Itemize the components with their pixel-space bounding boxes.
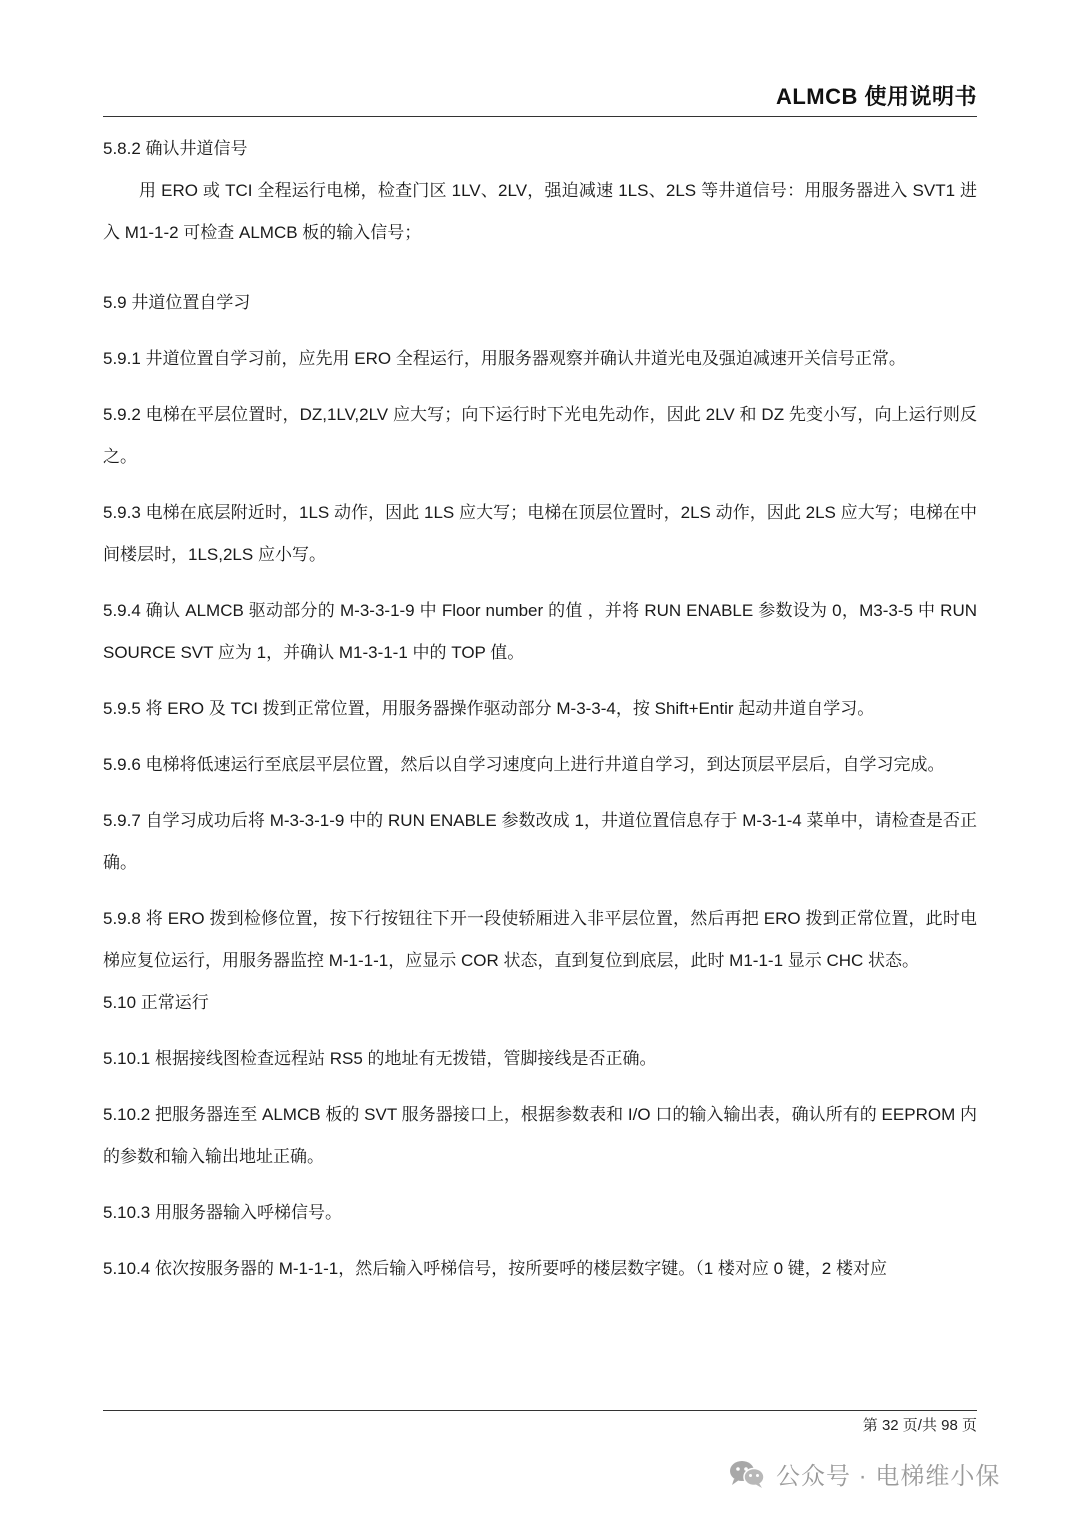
- section-5-8-2-title: 5.8.2 确认井道信号: [103, 139, 248, 158]
- section-5-10-title: 5.10 正常运行: [103, 993, 209, 1012]
- section-5-9-4: 5.9.4 确认 ALMCB 驱动部分的 M-3-3-1-9 中 Floor number 的值 ，并将 RUN ENABLE 参数设为 0，M3-3-5 中 RUN SOURCE SVT 应为 1，并确认 M1-3-1-1 中的 TOP 值。: [103, 601, 977, 662]
- section-5-9-7: 5.9.7 自学习成功后将 M-3-3-1-9 中的 RUN ENABLE 参数改成 1，井道位置信息存于 M-3-1-4 菜单中，请检查是否正确。: [103, 811, 977, 872]
- wechat-icon: [728, 1459, 766, 1489]
- section-5-9-5: 5.9.5 将 ERO 及 TCI 拨到正常位置，用服务器操作驱动部分 M-3-3-4，按 Shift+Entir 起动井道自学习。: [103, 699, 875, 718]
- section-5-10-4: 5.10.4 依次按服务器的 M-1-1-1，然后输入呼梯信号，按所要呼的楼层数字键。（1 楼对应 0 键，2 楼对应: [103, 1259, 887, 1278]
- footer-rule: [103, 1410, 977, 1411]
- section-5-8-2-text: 用 ERO 或 TCI 全程运行电梯，检查门区 1LV、2LV，强迫减速 1LS、2LS 等井道信号：用服务器进入 SVT1 进入 M1-1-2 可检查 ALMCB 板的输入信号；: [103, 181, 977, 242]
- section-5-10-3: 5.10.3 用服务器输入呼梯信号。: [103, 1203, 342, 1222]
- section-5-10-1: 5.10.1 根据接线图检查远程站 RS5 的地址有无拨错，管脚接线是否正确。: [103, 1049, 657, 1068]
- section-5-9-8: 5.9.8 将 ERO 拨到检修位置，按下行按钮往下开一段使轿厢进入非平层位置，然后再把 ERO 拨到正常位置，此时电梯应复位运行，用服务器监控 M-1-1-1，应显示 COR 状态，直到复位到底层，此时 M1-1-1 显示 CHC 状态。: [103, 909, 977, 970]
- section-5-9-2: 5.9.2 电梯在平层位置时，DZ,1LV,2LV 应大写；向下运行时下光电先动作，因此 2LV 和 DZ 先变小写，向上运行则反之。: [103, 405, 977, 466]
- header-rule: [103, 116, 977, 117]
- section-5-9-1: 5.9.1 井道位置自学习前，应先用 ERO 全程运行，用服务器观察并确认井道光电及强迫减速开关信号正常。: [103, 349, 906, 368]
- watermark-text: 公众号 · 电梯维小保: [776, 1463, 1001, 1490]
- section-5-9-3: 5.9.3 电梯在底层附近时，1LS 动作，因此 1LS 应大写；电梯在顶层位置时，2LS 动作，因此 2LS 应大写；电梯在中间楼层时，1LS,2LS 应小写。: [103, 503, 977, 564]
- section-5-10-2: 5.10.2 把服务器连至 ALMCB 板的 SVT 服务器接口上，根据参数表和 I/O 口的输入输出表，确认所有的 EEPROM 内的参数和输入输出地址正确。: [103, 1105, 977, 1166]
- document-header-title: ALMCB 使用说明书: [775, 84, 977, 109]
- page-number: 第 32 页/共 98 页: [862, 1417, 977, 1434]
- section-5-9-title: 5.9 井道位置自学习: [103, 293, 251, 312]
- watermark: [728, 1456, 1000, 1491]
- section-5-9-6: 5.9.6 电梯将低速运行至底层平层位置，然后以自学习速度向上进行井道自学习，到达顶层平层后，自学习完成。: [103, 755, 945, 774]
- document-body: [103, 128, 977, 1290]
